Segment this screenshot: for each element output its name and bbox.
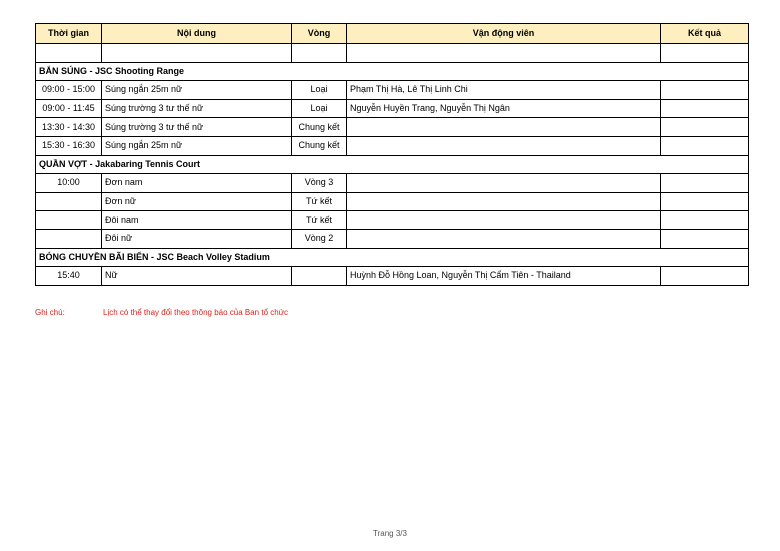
header-row xyxy=(36,24,749,44)
cell-content: Súng ngắn 25m nữ xyxy=(102,136,292,155)
note-label: Ghi chú: xyxy=(35,308,65,317)
cell-time xyxy=(36,192,102,211)
cell-result xyxy=(661,99,749,118)
cell-result xyxy=(661,118,749,137)
header-round: Vòng xyxy=(292,24,347,44)
header-time: Thời gian xyxy=(36,24,102,44)
cell-result xyxy=(661,81,749,100)
cell-time: 09:00 - 11:45 xyxy=(36,99,102,118)
cell-result xyxy=(661,211,749,230)
header-athletes: Vận động viên xyxy=(347,24,661,44)
table-row xyxy=(36,118,749,137)
cell-athletes xyxy=(347,211,661,230)
cell-round: Loại xyxy=(292,81,347,100)
section-title: BÓNG CHUYỀN BÃI BIỂN - JSC Beach Volley Stadium xyxy=(36,248,749,267)
cell-content: Súng trường 3 tư thế nữ xyxy=(102,118,292,137)
cell-athletes xyxy=(347,136,661,155)
cell-content: Đơn nam xyxy=(102,174,292,193)
cell-time xyxy=(36,229,102,248)
cell-time: 15:30 - 16:30 xyxy=(36,136,102,155)
section-row xyxy=(36,248,749,267)
cell-athletes xyxy=(347,229,661,248)
cell-round: Tứ kết xyxy=(292,192,347,211)
page-number: Trang 3/3 xyxy=(373,529,407,538)
table-row xyxy=(36,211,749,230)
cell-round xyxy=(292,267,347,286)
cell-time: 09:00 - 15:00 xyxy=(36,81,102,100)
table-row xyxy=(36,136,749,155)
cell-time xyxy=(36,211,102,230)
header-content: Nội dung xyxy=(102,24,292,44)
table-row xyxy=(36,81,749,100)
section-title: BẮN SÚNG - JSC Shooting Range xyxy=(36,62,749,81)
cell-athletes: Nguyễn Huyền Trang, Nguyễn Thị Ngân xyxy=(347,99,661,118)
cell-round: Tứ kết xyxy=(292,211,347,230)
cell-result xyxy=(661,174,749,193)
section-title: QUẦN VỢT - Jakabaring Tennis Court xyxy=(36,155,749,174)
table-row xyxy=(36,99,749,118)
cell-time: 15:40 xyxy=(36,267,102,286)
cell-time: 10:00 xyxy=(36,174,102,193)
cell-result xyxy=(661,267,749,286)
schedule-table xyxy=(35,23,749,286)
cell-round: Chung kết xyxy=(292,136,347,155)
table-row xyxy=(36,174,749,193)
table-row xyxy=(36,192,749,211)
cell-content: Đôi nữ xyxy=(102,229,292,248)
table-row xyxy=(36,229,749,248)
cell-round: Loại xyxy=(292,99,347,118)
cell-athletes xyxy=(347,174,661,193)
cell-content: Súng ngắn 25m nữ xyxy=(102,81,292,100)
cell-athletes: Huỳnh Đỗ Hồng Loan, Nguyễn Thị Cẩm Tiên - Thailand xyxy=(347,267,661,286)
cell-content: Nữ xyxy=(102,267,292,286)
cell-athletes xyxy=(347,192,661,211)
cell-content: Súng trường 3 tư thế nữ xyxy=(102,99,292,118)
note-text: Lịch có thể thay đổi theo thông báo của Ban tổ chức xyxy=(103,308,289,317)
cell-content: Đơn nữ xyxy=(102,192,292,211)
cell-result xyxy=(661,136,749,155)
cell-round: Vòng 2 xyxy=(292,229,347,248)
table-row xyxy=(36,267,749,286)
section-row xyxy=(36,62,749,81)
header-result: Kết quả xyxy=(661,24,749,44)
cell-result xyxy=(661,192,749,211)
section-row xyxy=(36,155,749,174)
cell-athletes xyxy=(347,118,661,137)
cell-time: 13:30 - 14:30 xyxy=(36,118,102,137)
empty-row xyxy=(36,44,749,63)
cell-athletes: Phạm Thị Hà, Lê Thị Linh Chi xyxy=(347,81,661,100)
cell-round: Vòng 3 xyxy=(292,174,347,193)
cell-result xyxy=(661,229,749,248)
cell-content: Đôi nam xyxy=(102,211,292,230)
cell-round: Chung kết xyxy=(292,118,347,137)
